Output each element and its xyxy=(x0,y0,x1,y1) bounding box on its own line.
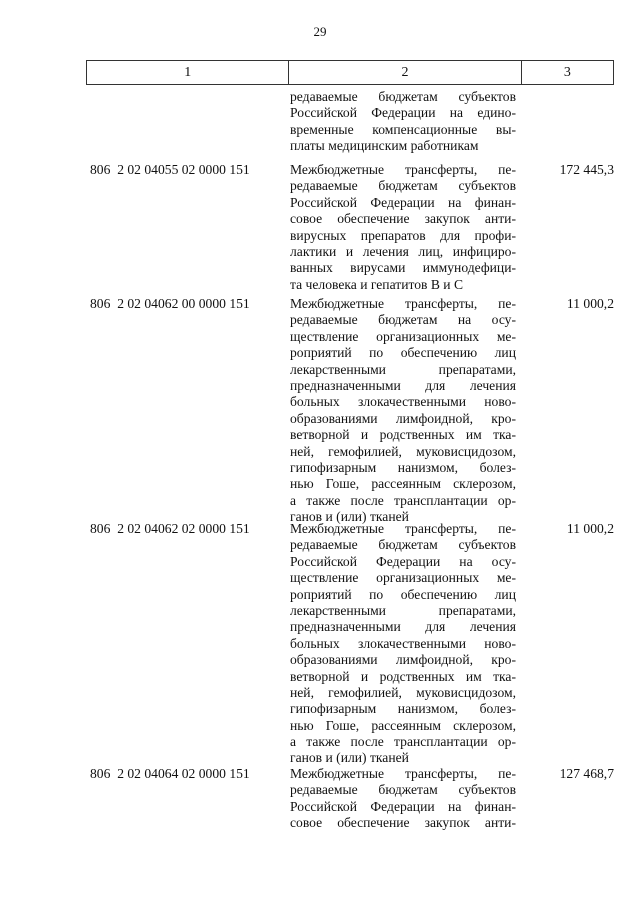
description-line: Российской Федерации на финан- xyxy=(290,798,516,814)
description-line: роприятий по обеспечению лиц xyxy=(290,586,516,602)
header-col-2: 2 xyxy=(289,61,521,85)
page-number: 29 xyxy=(313,24,327,39)
description-line: Российской Федерации на осу- xyxy=(290,553,516,569)
description-line: Межбюджетные трансферты, пе- xyxy=(290,521,516,536)
description-line: нью Гоше, рассеянным склерозом, xyxy=(290,717,516,733)
header-col-1: 1 xyxy=(87,61,289,85)
description-line: платы медицинским работникам xyxy=(290,138,479,154)
description-line: ганов и (или) тканей xyxy=(290,750,409,766)
description-line: больных злокачественными ново- xyxy=(290,635,516,651)
description-line: предназначенными для лечения xyxy=(290,377,516,393)
description-line: ганов и (или) тканей xyxy=(290,509,409,525)
description-line: роприятий по обеспечению лиц xyxy=(290,345,516,361)
description-line: ней, гемофилией, муковисцидозом, xyxy=(290,684,516,700)
description-line: образованиями лимфоидной, кро- xyxy=(290,652,516,668)
description-line: Российской Федерации на финан- xyxy=(290,194,516,210)
row-description xyxy=(290,162,516,293)
description-line: гипофизарным нанизмом, болез- xyxy=(290,701,516,717)
budget-code: 806 2 02 04064 02 0000 151 xyxy=(90,766,250,781)
amount: 127 468,7 xyxy=(559,766,614,781)
amount: 11 000,2 xyxy=(566,296,614,311)
table-row xyxy=(86,162,614,294)
budget-code: 806 2 02 04055 02 0000 151 xyxy=(90,162,250,177)
table-header xyxy=(86,60,614,85)
description-line: лекарственными препаратами, xyxy=(290,602,516,618)
description-line: редаваемые бюджетам субъектов xyxy=(290,537,516,553)
continuation-row xyxy=(86,89,614,155)
description-line: Межбюджетные трансферты, пе- xyxy=(290,162,516,177)
description-line: совое обеспечение закупок анти- xyxy=(290,211,516,227)
budget-code: 806 2 02 04062 02 0000 151 xyxy=(90,521,250,536)
description-line: образованиями лимфоидной, кро- xyxy=(290,410,516,426)
description-line: Межбюджетные трансферты, пе- xyxy=(290,296,516,311)
description-line: больных злокачественными ново- xyxy=(290,394,516,410)
description-line: совое обеспечение закупок анти- xyxy=(290,815,516,831)
description-line: та человека и гепатитов В и С xyxy=(290,276,464,292)
description-line: вирусных препаратов для профи- xyxy=(290,227,516,243)
budget-code: 806 2 02 04062 00 0000 151 xyxy=(90,296,250,311)
table-row xyxy=(86,766,614,832)
description-line: редаваемые бюджетам на осу- xyxy=(290,312,516,328)
description-line: лекарственными препаратами, xyxy=(290,361,516,377)
description-line: нью Гоше, рассеянным склерозом, xyxy=(290,476,516,492)
description-line: Российской Федерации на едино- xyxy=(290,105,516,121)
continuation-description xyxy=(290,89,516,155)
description-line: временные компенсационные вы- xyxy=(290,121,516,137)
description-line: ществление организационных ме- xyxy=(290,570,516,586)
description-line: редаваемые бюджетам субъектов xyxy=(290,89,516,104)
table-row xyxy=(86,296,614,526)
description-line: редаваемые бюджетам субъектов xyxy=(290,178,516,194)
description-line: ществление организационных ме- xyxy=(290,328,516,344)
description-line: редаваемые бюджетам субъектов xyxy=(290,782,516,798)
row-description xyxy=(290,296,516,525)
description-line: ней, гемофилией, муковисцидозом, xyxy=(290,443,516,459)
description-line: ветворной и родственных им тка- xyxy=(290,427,516,443)
header-col-3: 3 xyxy=(521,61,613,85)
description-line: ванных вирусами иммунодефици- xyxy=(290,260,516,276)
row-description xyxy=(290,521,516,767)
description-line: предназначенными для лечения xyxy=(290,619,516,635)
amount: 11 000,2 xyxy=(566,521,614,536)
table-row xyxy=(86,521,614,767)
description-line: а также после трансплантации ор- xyxy=(290,492,516,508)
amount: 172 445,3 xyxy=(559,162,614,177)
description-line: лактики и лечения лиц, инфициро- xyxy=(290,243,516,259)
description-line: Межбюджетные трансферты, пе- xyxy=(290,766,516,781)
description-line: а также после трансплантации ор- xyxy=(290,734,516,750)
row-description xyxy=(290,766,516,832)
description-line: гипофизарным нанизмом, болез- xyxy=(290,459,516,475)
description-line: ветворной и родственных им тка- xyxy=(290,668,516,684)
